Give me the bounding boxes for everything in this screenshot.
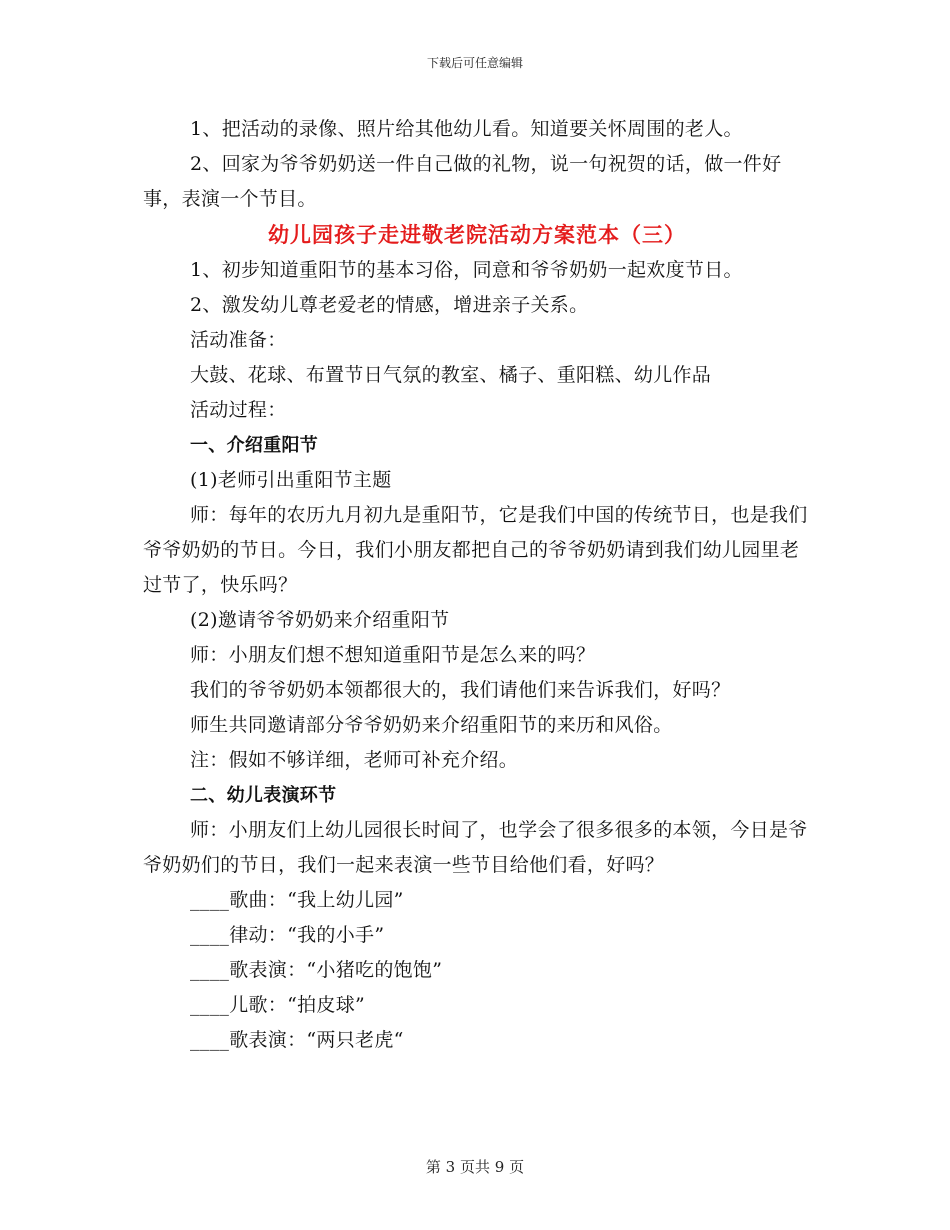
subheading: 一、介绍重阳节 xyxy=(190,435,319,456)
list-item: ____儿歌：“拍皮球” xyxy=(190,994,366,1016)
page-footer: 第 3 页共 9 页 xyxy=(425,1158,525,1176)
paragraph: (2)邀请爷爷奶奶来介绍重阳节 xyxy=(190,609,450,631)
paragraph: 师生共同邀请部分爷爷奶奶来介绍重阳节的来历和风俗。 xyxy=(190,714,673,736)
paragraph: 2、激发幼儿尊老爱老的情感，增进亲子关系。 xyxy=(190,294,589,316)
list-item: ____歌曲：“我上幼儿园” xyxy=(190,889,404,911)
paragraph: 活动准备： xyxy=(190,329,287,351)
paragraph: 2、回家为爷爷奶奶送一件自己做的礼物，说一句祝贺的话，做一件好事，表演一个节目。 xyxy=(143,153,782,210)
section-title: 幼儿园孩子走进敬老院活动方案范本（三） xyxy=(268,222,686,247)
paragraph: 1、把活动的录像、照片给其他幼儿看。知道要关怀周围的老人。 xyxy=(190,118,743,140)
list-item: ____歌表演：“小猪吃的饱饱” xyxy=(190,959,443,981)
paragraph: 注：假如不够详细，老师可补充介绍。 xyxy=(190,749,519,771)
paragraph: 活动过程： xyxy=(190,399,287,421)
list-item: ____律动：“我的小手” xyxy=(190,924,385,946)
paragraph: 师：小朋友们想不想知道重阳节是怎么来的吗？ xyxy=(190,644,596,666)
document-body xyxy=(143,112,811,1058)
page-header: 下载后可任意编辑 xyxy=(426,56,523,70)
paragraph: (1)老师引出重阳节主题 xyxy=(190,469,392,491)
paragraph: 1、初步知道重阳节的基本习俗，同意和爷爷奶奶一起欢度节日。 xyxy=(190,259,743,281)
list-item: ____歌表演：“两只老虎“ xyxy=(190,1029,404,1051)
paragraph: 大鼓、花球、布置节日气氛的教室、橘子、重阳糕、幼儿作品 xyxy=(190,364,712,386)
paragraph: 我们的爷爷奶奶本领都很大的，我们请他们来告诉我们，好吗？ xyxy=(190,679,731,701)
paragraph: 师：每年的农历九月初九是重阳节，它是我们中国的传统节日，也是我们爷爷奶奶的节日。今日，我们小朋友都把自己的爷爷奶奶请到我们幼儿园里老过节了，快乐吗？ xyxy=(143,504,808,596)
paragraph: 师：小朋友们上幼儿园很长时间了，也学会了很多很多的本领，今日是爷爷奶奶们的节日，我们一起来表演一些节目给他们看，好吗？ xyxy=(143,819,808,876)
subheading: 二、幼儿表演环节 xyxy=(190,785,337,806)
